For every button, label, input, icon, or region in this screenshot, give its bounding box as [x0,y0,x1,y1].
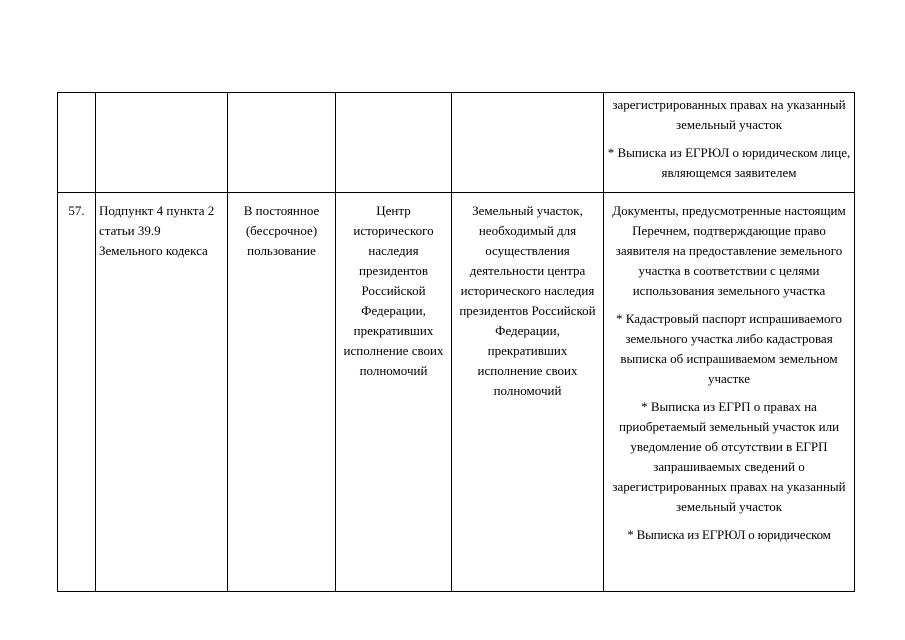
document-item: * Кадастровый паспорт испрашиваемого земельного участка либо кадастровая выписка об испрашиваемом земельном участке [616,311,842,386]
cell-basis [96,93,228,193]
land-plots-table [57,92,855,592]
cell-number: 57. [58,193,96,592]
table-row [58,93,855,193]
cell-documents [604,193,855,592]
cell-land-plot [452,93,604,193]
cell-right-type [228,93,336,193]
cell-basis: Подпункт 4 пункта 2 статьи 39.9 Земельного кодекса [96,193,228,592]
cell-applicant [336,93,452,193]
document-item: * Выписка из ЕГРЮЛ о юридическом лице, являющемся заявителем [607,145,851,180]
cell-number [58,93,96,193]
document-item: Документы, предусмотренные настоящим Перечнем, подтверждающие право заявителя на предоставление земельного участка в соответствии с целями использования земельного участка [612,203,846,298]
cell-right-type: В постоянное (бессрочное) пользование [228,193,336,592]
cell-land-plot: Земельный участок, необходимый для осуществления деятельности центра исторического наследия президентов Российской Федерации, прекративших исполнение своих полномочий [452,193,604,592]
cell-documents [604,93,855,193]
table-row [58,193,855,592]
document-item: зарегистрированных правах на указанный земельный участок [612,97,846,132]
cell-applicant: Центр исторического наследия президентов Российской Федерации, прекративших исполнение своих полномочий [336,193,452,592]
document-item: * Выписка из ЕГРП о правах на приобретаемый земельный участок или уведомление об отсутствии в ЕГРП запрашиваемых сведений о зарегистрированных правах на указанный земельный участок [612,399,846,514]
document-item: * Выписка из ЕГРЮЛ о юридическом [627,527,831,542]
